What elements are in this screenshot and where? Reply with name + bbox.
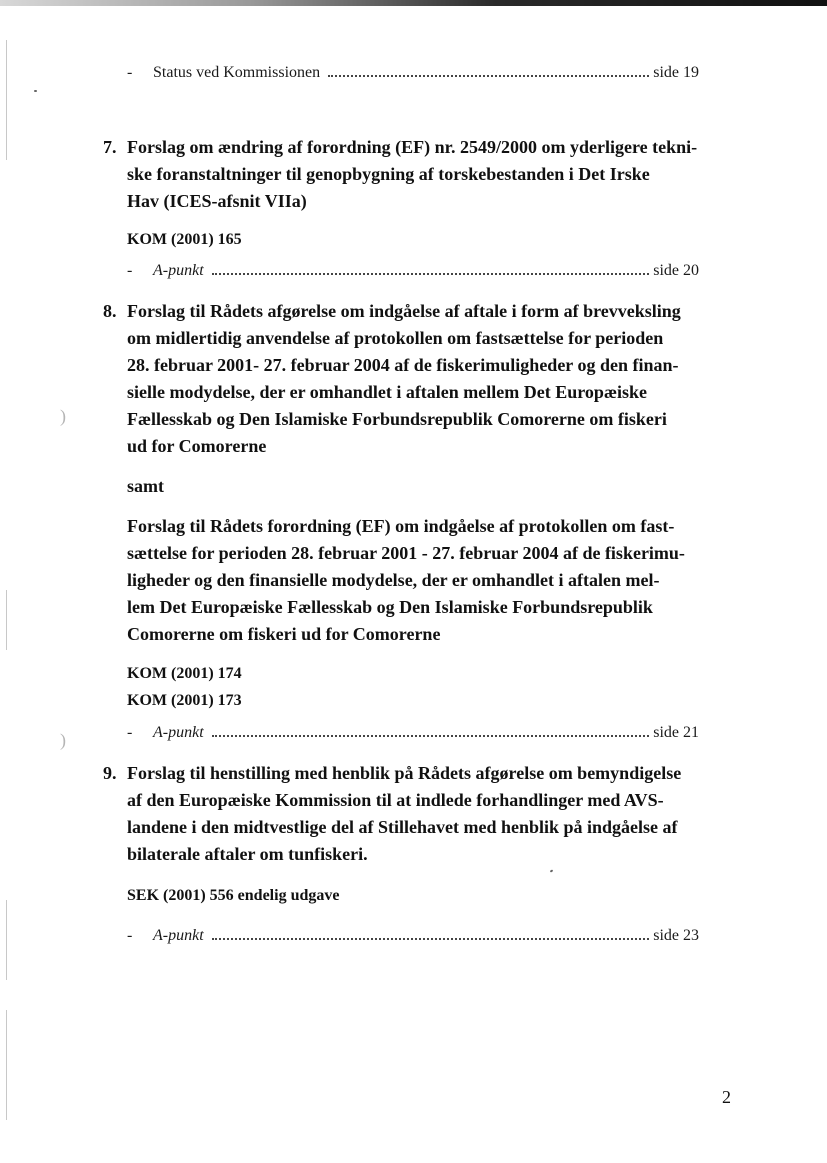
agenda-item-7 [103,134,739,215]
item-title-line: Fællesskab og Den Islamiske Forbundsrepublik Comorerne om fiskeri [127,409,667,429]
dot-leader [328,75,649,77]
document-reference: KOM (2001) 165 [127,231,242,248]
entry-label: Status ved Kommissionen [153,64,321,81]
item-number: 7. [103,137,117,157]
entry-dash: - [127,262,133,279]
entry-page: side 20 [653,262,699,279]
entry-label: A-punkt [153,262,204,279]
item-title-line: ud for Comorerne [127,436,267,456]
dot-leader [212,735,650,737]
scan-speck [550,869,554,872]
item-title-line: Comorerne om fiskeri ud for Comorerne [127,624,441,644]
scan-margin-mark [6,40,7,160]
item-title-line: Forslag til Rådets afgørelse om indgåelse af aftale i form af brevveksling [127,301,681,321]
scan-speck [34,90,37,92]
item-title [127,134,739,215]
scan-margin-mark [6,590,7,650]
item-title-line: lem Det Europæiske Fællesskab og Den Islamiske Forbundsrepublik [127,597,653,617]
item-title [127,760,739,868]
scan-margin-paren: ) [60,730,66,750]
item-title-line: 28. februar 2001- 27. februar 2004 af de fiskerimuligheder og den finan- [127,355,679,375]
item-title-line: landene i den midtvestlige del af Stillehavet med henblik på indgåelse af [127,817,678,837]
document-reference: SEK (2001) 556 endelig udgave [127,887,340,904]
scan-top-edge [0,0,827,6]
toc-entry-item-9 [127,927,699,945]
dot-leader [212,273,650,275]
item-title-line: ligheder og den finansielle modydelse, der er omhandlet i aftalen mel- [127,570,660,590]
toc-entry-item-7 [127,262,699,280]
item-title-line: Forslag til Rådets forordning (EF) om indgåelse af protokollen om fast- [127,516,675,536]
item-number: 8. [103,301,117,321]
item-title-line: Hav (ICES-afsnit VIIa) [127,191,307,211]
document-reference: KOM (2001) 173 [127,692,242,709]
entry-page: side 21 [653,724,699,741]
entry-page: side 19 [653,64,699,81]
item-title-line: bilaterale aftaler om tunfiskeri. [127,844,368,864]
item-number: 9. [103,763,117,783]
entry-label: A-punkt [153,724,204,741]
entry-dash: - [127,64,133,81]
scan-margin-paren: ) [60,406,66,426]
entry-dash: - [127,724,133,741]
item-title-line: sielle modydelse, der er omhandlet i aftalen mellem Det Europæiske [127,382,647,402]
item-title-line: Forslag om ændring af forordning (EF) nr. 2549/2000 om yderligere tekni- [127,137,698,157]
item-title-line: sættelse for perioden 28. februar 2001 - 27. februar 2004 af de fiskerimu- [127,543,685,563]
item-title-line: om midlertidig anvendelse af protokollen om fastsættelse for perioden [127,328,664,348]
item-title-line: ske foranstaltninger til genopbygning af torskebestanden i Det Irske [127,164,650,184]
conjunction-text: samt [127,476,164,496]
document-reference: KOM (2001) 174 [127,665,242,682]
agenda-item-9 [103,760,739,868]
toc-entry-item-8 [127,724,699,742]
agenda-item-8 [103,298,739,460]
item-second-title [127,513,739,648]
page-number: 2 [722,1087,731,1107]
item-title [127,298,739,460]
entry-label: A-punkt [153,927,204,944]
dot-leader [212,938,650,940]
toc-entry-status [127,64,699,82]
scan-margin-mark [6,1010,7,1120]
item-title-line: af den Europæiske Kommission til at indlede forhandlinger med AVS- [127,790,664,810]
item-title-line: Forslag til henstilling med henblik på Rådets afgørelse om bemyndigelse [127,763,682,783]
scan-margin-mark [6,900,7,980]
entry-page: side 23 [653,927,699,944]
entry-dash: - [127,927,133,944]
